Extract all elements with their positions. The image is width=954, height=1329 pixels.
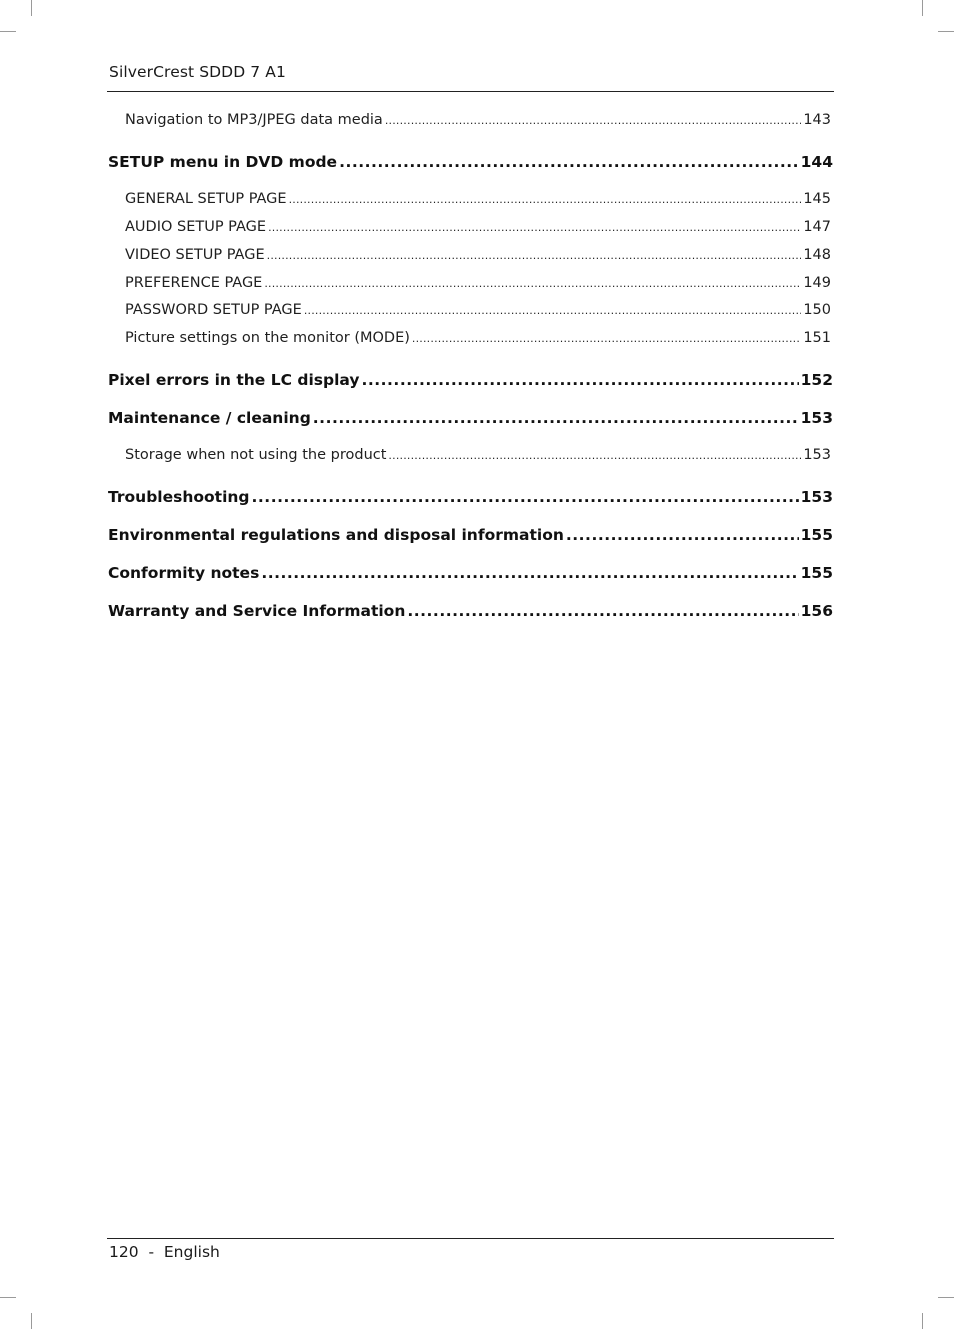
toc-entry[interactable]: [108, 564, 833, 582]
crop-mark-top-left-h: [0, 31, 16, 32]
toc-entry-page: 148: [803, 247, 831, 263]
toc-entry[interactable]: [108, 153, 833, 171]
toc-entry[interactable]: [125, 447, 831, 463]
toc-dot-leader: [407, 602, 798, 620]
toc-entry[interactable]: [125, 302, 831, 318]
toc-entry-title: Navigation to MP3/JPEG data media: [125, 112, 383, 128]
toc-entry-page: 156: [800, 602, 833, 620]
crop-mark-bottom-left-h: [0, 1297, 16, 1298]
toc-dot-leader: [252, 488, 799, 506]
toc-entry-title: AUDIO SETUP PAGE: [125, 219, 267, 235]
toc-dot-leader: [388, 449, 801, 462]
crop-mark-top-left-v: [31, 0, 32, 16]
page-footer: 120 - English: [109, 1243, 220, 1261]
toc-dot-leader: [361, 371, 798, 389]
toc-entry-page: 144: [800, 153, 833, 171]
toc-dot-leader: [313, 409, 799, 427]
toc-entry-title: Pixel errors in the LC display: [108, 371, 360, 389]
page-header-title: SilverCrest SDDD 7 A1: [109, 63, 286, 81]
crop-mark-bottom-left-v: [31, 1313, 32, 1329]
toc-dot-leader: [267, 249, 802, 262]
toc-dot-leader: [412, 332, 801, 345]
toc-entry[interactable]: [108, 526, 833, 544]
toc-entry[interactable]: [125, 112, 831, 128]
toc-entry-page: 145: [803, 191, 831, 207]
toc-entry[interactable]: [108, 602, 833, 620]
toc-entry-title: GENERAL SETUP PAGE: [125, 191, 287, 207]
toc-entry-title: Picture settings on the monitor (MODE): [125, 330, 410, 346]
footer-rule: [107, 1238, 834, 1239]
toc-entry-page: 147: [803, 219, 831, 235]
toc-entry[interactable]: [125, 247, 831, 263]
toc-entry[interactable]: [125, 330, 831, 346]
toc-dot-leader: [304, 304, 802, 317]
toc-entry[interactable]: [125, 219, 831, 235]
crop-mark-bottom-right-v: [922, 1313, 923, 1329]
crop-mark-top-right-h: [938, 31, 954, 32]
toc-entry-page: 149: [803, 275, 831, 291]
toc-entry-title: Environmental regulations and disposal information: [108, 526, 564, 544]
toc-entry[interactable]: [125, 275, 831, 291]
toc-entry-title: PREFERENCE PAGE: [125, 275, 263, 291]
toc-entry[interactable]: [125, 191, 831, 207]
toc-dot-leader: [268, 221, 801, 234]
toc-entry[interactable]: [108, 409, 833, 427]
toc-entry[interactable]: [108, 371, 833, 389]
toc-dot-leader: [385, 114, 802, 127]
toc-entry-page: 153: [800, 409, 833, 427]
toc-entry-title: Storage when not using the product: [125, 447, 387, 463]
toc-entry-page: 155: [800, 526, 833, 544]
toc-dot-leader: [289, 193, 802, 206]
crop-mark-top-right-v: [922, 0, 923, 16]
toc-dot-leader: [566, 526, 799, 544]
header-rule: [107, 91, 834, 92]
toc-entry-page: 153: [803, 447, 831, 463]
toc-entry-page: 150: [803, 302, 831, 318]
crop-mark-bottom-right-h: [938, 1297, 954, 1298]
toc-dot-leader: [264, 277, 801, 290]
toc-entry-page: 153: [800, 488, 833, 506]
toc-entry-title: Conformity notes: [108, 564, 260, 582]
toc-dot-leader: [339, 153, 799, 171]
toc-entry-page: 143: [803, 112, 831, 128]
toc-entry-page: 151: [803, 330, 831, 346]
toc-entry-title: VIDEO SETUP PAGE: [125, 247, 265, 263]
toc-entry-title: Troubleshooting: [108, 488, 250, 506]
toc-entry-page: 155: [800, 564, 833, 582]
toc-entry-title: SETUP menu in DVD mode: [108, 153, 338, 171]
toc-entry-title: Maintenance / cleaning: [108, 409, 311, 427]
toc-dot-leader: [261, 564, 798, 582]
toc-entry[interactable]: [108, 488, 833, 506]
toc-entry-page: 152: [800, 371, 833, 389]
toc-entry-title: Warranty and Service Information: [108, 602, 406, 620]
toc-entry-title: PASSWORD SETUP PAGE: [125, 302, 302, 318]
